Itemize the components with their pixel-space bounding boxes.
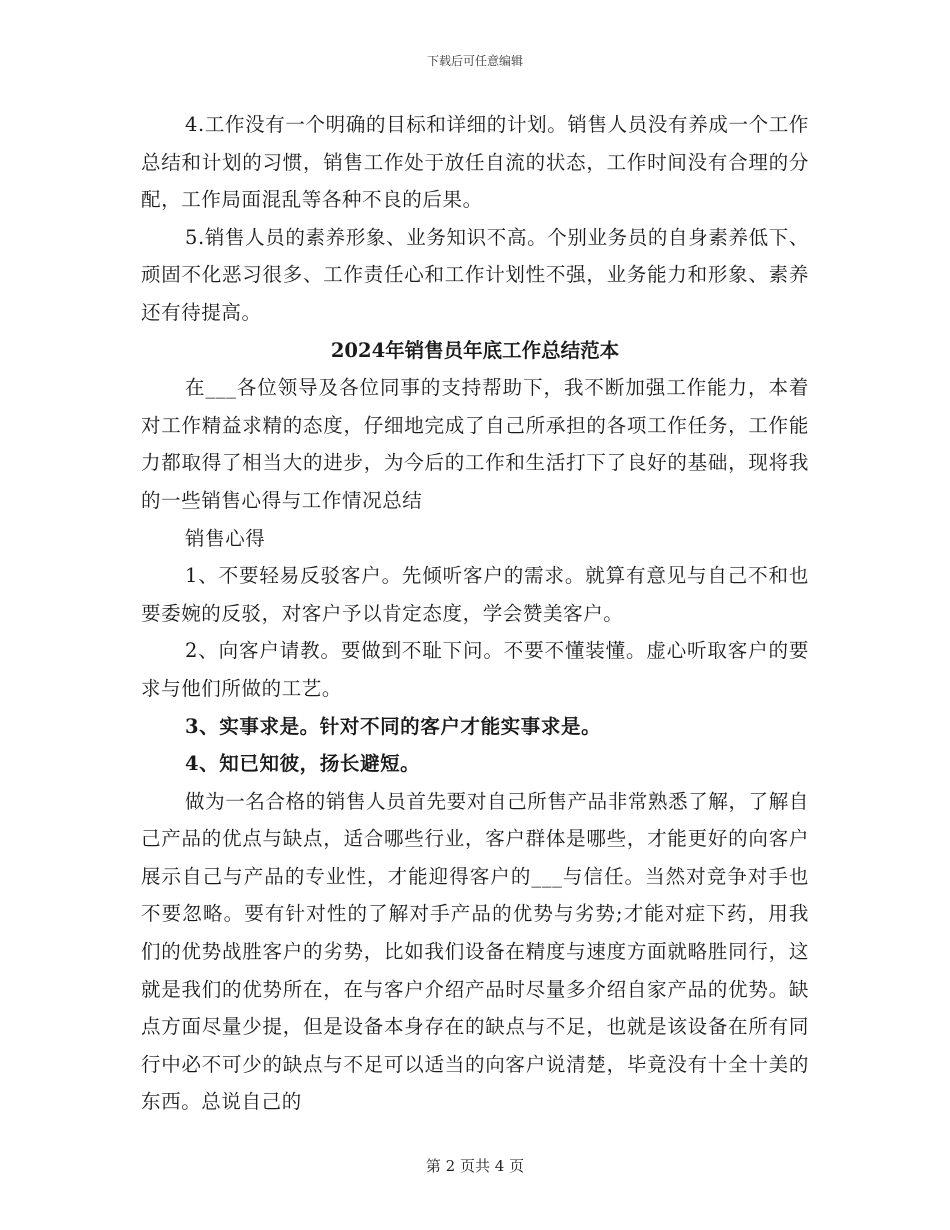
page-footer: 第 2 页共 4 页	[425, 1157, 525, 1175]
tip-3: 3、实事求是。针对不同的客户才能实事求是。	[185, 714, 602, 738]
paragraph-5: 5.销售人员的素养形象、业务知识不高。个别业务员的自身素养低下、顽固不化恶习很多、工作责任心和工作计划性不强，业务能力和形象、素养还有待提高。	[141, 225, 809, 324]
page-header: 下载后可任意编辑	[426, 54, 523, 68]
tip-1: 1、不要轻易反驳客户。先倾听客户的需求。就算有意见与自己不和也要委婉的反驳，对客户予以肯定态度，学会赞美客户。	[141, 564, 809, 625]
document-title: 2024年销售员年底工作总结范本	[330, 338, 620, 362]
section-heading: 销售心得	[185, 526, 266, 550]
body-paragraph: 做为一名合格的销售人员首先要对自己所售产品非常熟悉了解，了解自己产品的优点与缺点，适合哪些行业，客户群体是哪些，才能更好的向客户展示自己与产品的专业性，才能迎得客户的___与信任。当然对竞争对手也不要忽略。要有针对性的了解对手产品的优势与劣势;才能对症下药，用我们的优势战胜客户的劣势，比如我们设备在精度与速度方面就略胜同行，这就是我们的优势所在，在与客户介绍产品时尽量多介绍自家产品的优势。缺点方面尽量少提，但是设备本身存在的缺点与不足，也就是该设备在所有同行中必不可少的缺点与不足可以适当的向客户说清楚，毕竟没有十全十美的东西。总说自己的	[141, 789, 809, 1114]
document-body	[141, 106, 809, 1121]
intro-paragraph: 在___各位领导及各位同事的支持帮助下，我不断加强工作能力，本着对工作精益求精的态度，仔细地完成了自己所承担的各项工作任务，工作能力都取得了相当大的进步，为今后的工作和生活打下了良好的基础，现将我的一些销售心得与工作情况总结	[141, 376, 809, 512]
tip-4: 4、知已知彼，扬长避短。	[185, 752, 421, 776]
tip-2: 2、向客户请教。要做到不耻下问。不要不懂装懂。虚心听取客户的要求与他们所做的工艺。	[141, 639, 809, 700]
paragraph-4: 4.工作没有一个明确的目标和详细的计划。销售人员没有养成一个工作总结和计划的习惯，销售工作处于放任自流的状态，工作时间没有合理的分配，工作局面混乱等各种不良的后果。	[141, 113, 809, 212]
